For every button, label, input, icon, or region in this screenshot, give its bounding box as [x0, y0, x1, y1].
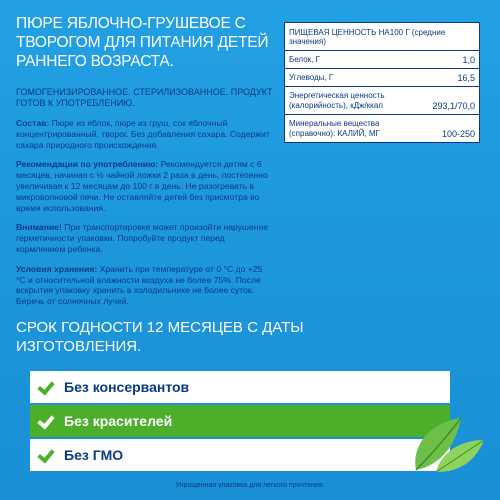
badge-no-gmo: [30, 439, 450, 471]
badge-no-preservatives: [30, 371, 450, 403]
checkmark-icon: [38, 380, 56, 394]
nutrition-header: ПИЩЕВАЯ ЦЕННОСТЬ НА100 Г (средние значения): [285, 23, 479, 51]
nutrition-row: [285, 87, 479, 115]
nutrition-label: Белок, Г: [289, 55, 320, 64]
checkmark-icon: [38, 414, 56, 428]
nutrition-value: 100-250: [441, 129, 475, 139]
nutrition-label: Углеводы, Г: [289, 73, 334, 82]
product-subtitle: ГОМОГЕНИЗИРОВАННОЕ. СТЕРИЛИЗОВАННОЕ. ПРОДУКТ ГОТОВ К УПОТРЕБЛЕНИЮ.: [16, 87, 273, 108]
leaves-icon: [406, 410, 486, 475]
storage-paragraph: [16, 264, 274, 307]
recommendations-label: Рекомендации по употреблению:: [16, 159, 159, 170]
nutrition-label: Энергетическая ценность (калорийность), кДж/ккал: [289, 91, 385, 110]
shelf-life: СРОК ГОДНОСТИ 12 МЕСЯЦЕВ С ДАТЫ ИЗГОТОВЛЕНИЯ.: [16, 319, 304, 355]
recommendations-paragraph: [16, 159, 274, 213]
recommendations-text: Рекомендуется детям с 6 месяцев, начиная с ½ чайной ложки 2 раза в день, постепенно увеличивая к 12 месяцам до 100 г в день. Не разогревать в микроволновой печи. Не оставляйте детей без присмотра во время использования.: [16, 159, 268, 213]
badge-no-colorants: [30, 405, 450, 437]
composition-paragraph: [16, 118, 274, 150]
badge-label: Без консервантов: [64, 379, 190, 395]
badge-label: Без ГМО: [64, 447, 124, 463]
attention-paragraph: [16, 222, 274, 254]
storage-label: Условия хранения:: [16, 263, 98, 274]
info-column: [16, 14, 274, 307]
feature-badges: [30, 371, 450, 473]
attention-label: Внимание!: [16, 222, 62, 233]
composition-label: Состав:: [16, 118, 50, 128]
nutrition-table: [284, 22, 480, 143]
nutrition-label: Минеральные вещества (справочно): КАЛИЙ, МГ: [289, 119, 380, 138]
composition-text: Пюре из яблок, пюре из груш, сок яблочный концентрированный, творог. Без добавления сахара. Содержит сахара природного происхождения.: [16, 118, 270, 150]
nutrition-row: [285, 69, 479, 87]
product-title: ПЮРЕ ЯБЛОЧНО-ГРУШЕВОЕ С ТВОРОГОМ ДЛЯ ПИТАНИЯ ДЕТЕЙ РАННЕГО ВОЗРАСТА.: [16, 15, 269, 70]
footer-note: Упрощенная упаковка для легкого прочтения.: [175, 482, 325, 489]
attention-text: При транспортировке может произойти нарушение герметичности упаковки. Попробуйте продукт перед кормлением ребенка.: [16, 222, 269, 254]
nutrition-row: [285, 115, 479, 142]
nutrition-value: 16,5: [457, 73, 475, 83]
storage-text: Хранить при температуре от 0 °С до +25 °С и относительной влажности воздуха не более 75%. После вскрытия упаковку хранить в холодильнике не более суток. Беречь от солнечных лучей.: [16, 263, 263, 307]
badge-label: Без красителей: [64, 413, 173, 429]
nutrition-row: [285, 51, 479, 69]
checkmark-icon: [38, 448, 56, 462]
nutrition-value: 293,1/70,0: [432, 101, 475, 111]
nutrition-value: 1,0: [462, 55, 475, 65]
